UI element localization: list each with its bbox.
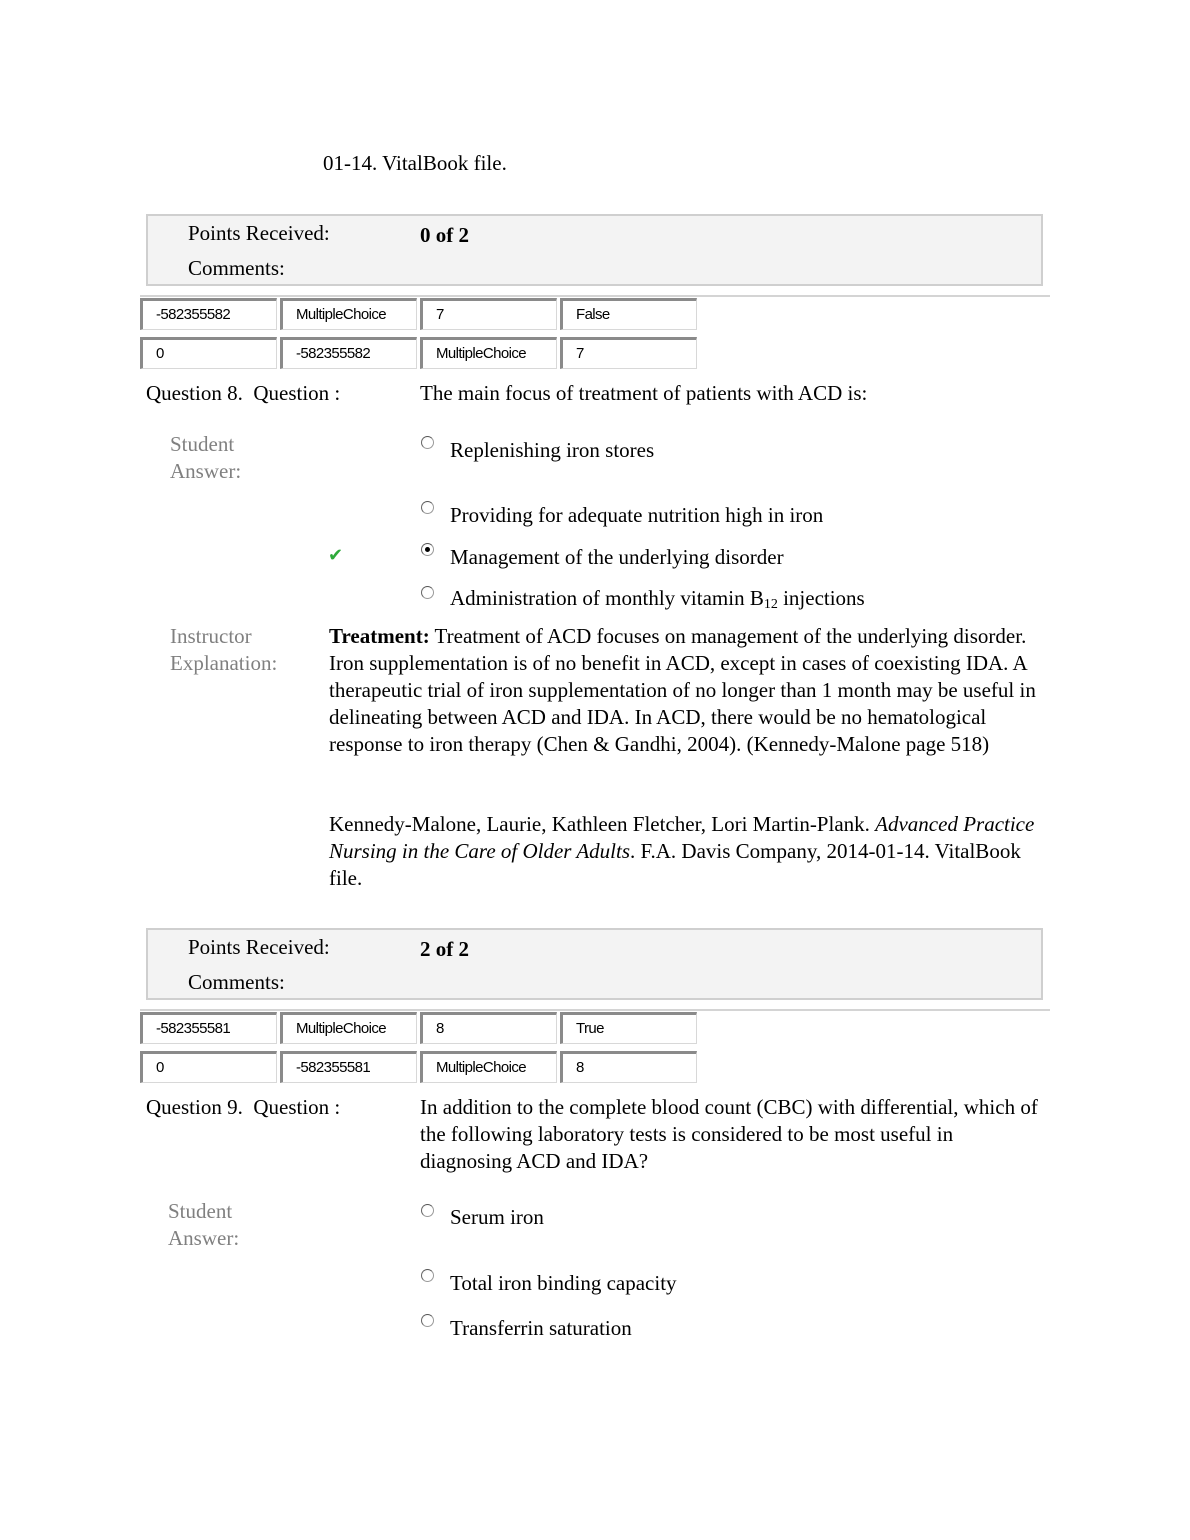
option-text: Transferrin saturation (450, 1316, 632, 1340)
question-label: Question 8. Question : (146, 381, 341, 405)
option-text: Administration of monthly vitamin $B_{12}$ injections (450, 586, 865, 612)
question-text: In addition to the complete blood count (CBC) with differential, which of the following laboratory tests is considered to be most useful in diagnosing ACD and IDA? (420, 1095, 1038, 1173)
divider (140, 295, 1050, 297)
radio-option-selected[interactable] (421, 543, 434, 556)
meta-cell: 8 (560, 1051, 697, 1083)
option-text: Replenishing iron stores (450, 438, 655, 462)
radio-option[interactable] (421, 436, 434, 449)
points-received-value: 0 of 2 (420, 223, 469, 247)
option-text: Providing for adequate nutrition high in iron (450, 503, 824, 527)
meta-cell: -582355581 (140, 1012, 277, 1044)
question-text: The main focus of treatment of patients with ACD is: (420, 381, 868, 405)
radio-option[interactable] (421, 1204, 434, 1217)
meta-cell: True (560, 1012, 697, 1044)
radio-option[interactable] (421, 586, 434, 599)
meta-cell: MultipleChoice (280, 1012, 417, 1044)
points-received-box (146, 214, 1043, 286)
option-text: Total iron binding capacity (450, 1271, 677, 1295)
meta-cell: MultipleChoice (420, 337, 557, 369)
meta-cell: MultipleChoice (420, 1051, 557, 1083)
meta-cell: -582355581 (280, 1051, 417, 1083)
instructor-explanation-label: Instructor Explanation: (170, 624, 278, 675)
option-text: Serum iron (450, 1205, 544, 1229)
points-received-value: 2 of 2 (420, 937, 469, 961)
correct-check-icon: ✔ (328, 545, 344, 566)
meta-cell: 0 (140, 337, 277, 369)
citation-text: Kennedy-Malone, Laurie, Kathleen Fletcher, Lori Martin-Plank. Advanced Practice Nursing in the Care of Older Adults. F.A. Davis Company, 2014-01-14. VitalBook file. (329, 812, 1035, 890)
explanation-text: Treatment: Treatment of ACD focuses on management of the underlying disorder. Iron supplementation is of no benefit in ACD, except in cases of coexisting IDA. A therapeutic trial of iron supplementation of no longer than 1 month may be useful in delineating between ACD and IDA. In ACD, there would be no hematological response to iron therapy (Chen & Gandhi, 2004). (Kennedy-Malone page 518) (329, 624, 1036, 756)
meta-cell: 0 (140, 1051, 277, 1083)
student-answer-label: Student Answer: (170, 432, 242, 483)
option-text: Management of the underlying disorder (450, 545, 784, 569)
meta-cell: 7 (420, 298, 557, 330)
comments-label: Comments: (188, 256, 285, 280)
student-answer-label: Student Answer: (168, 1199, 240, 1250)
points-received-label: Points Received: (188, 935, 330, 959)
comments-label: Comments: (188, 970, 285, 994)
radio-option[interactable] (421, 1314, 434, 1327)
meta-cell: False (560, 298, 697, 330)
meta-cell: 7 (560, 337, 697, 369)
divider (140, 1009, 1050, 1011)
points-received-box (146, 928, 1043, 1000)
meta-cell: -582355582 (280, 337, 417, 369)
meta-cell: 8 (420, 1012, 557, 1044)
question-label: Question 9. Question : (146, 1095, 341, 1119)
citation-fragment: 01-14. VitalBook file. (323, 151, 507, 175)
points-received-label: Points Received: (188, 221, 330, 245)
radio-option[interactable] (421, 1269, 434, 1282)
meta-cell: -582355582 (140, 298, 277, 330)
meta-cell: MultipleChoice (280, 298, 417, 330)
radio-option[interactable] (421, 501, 434, 514)
